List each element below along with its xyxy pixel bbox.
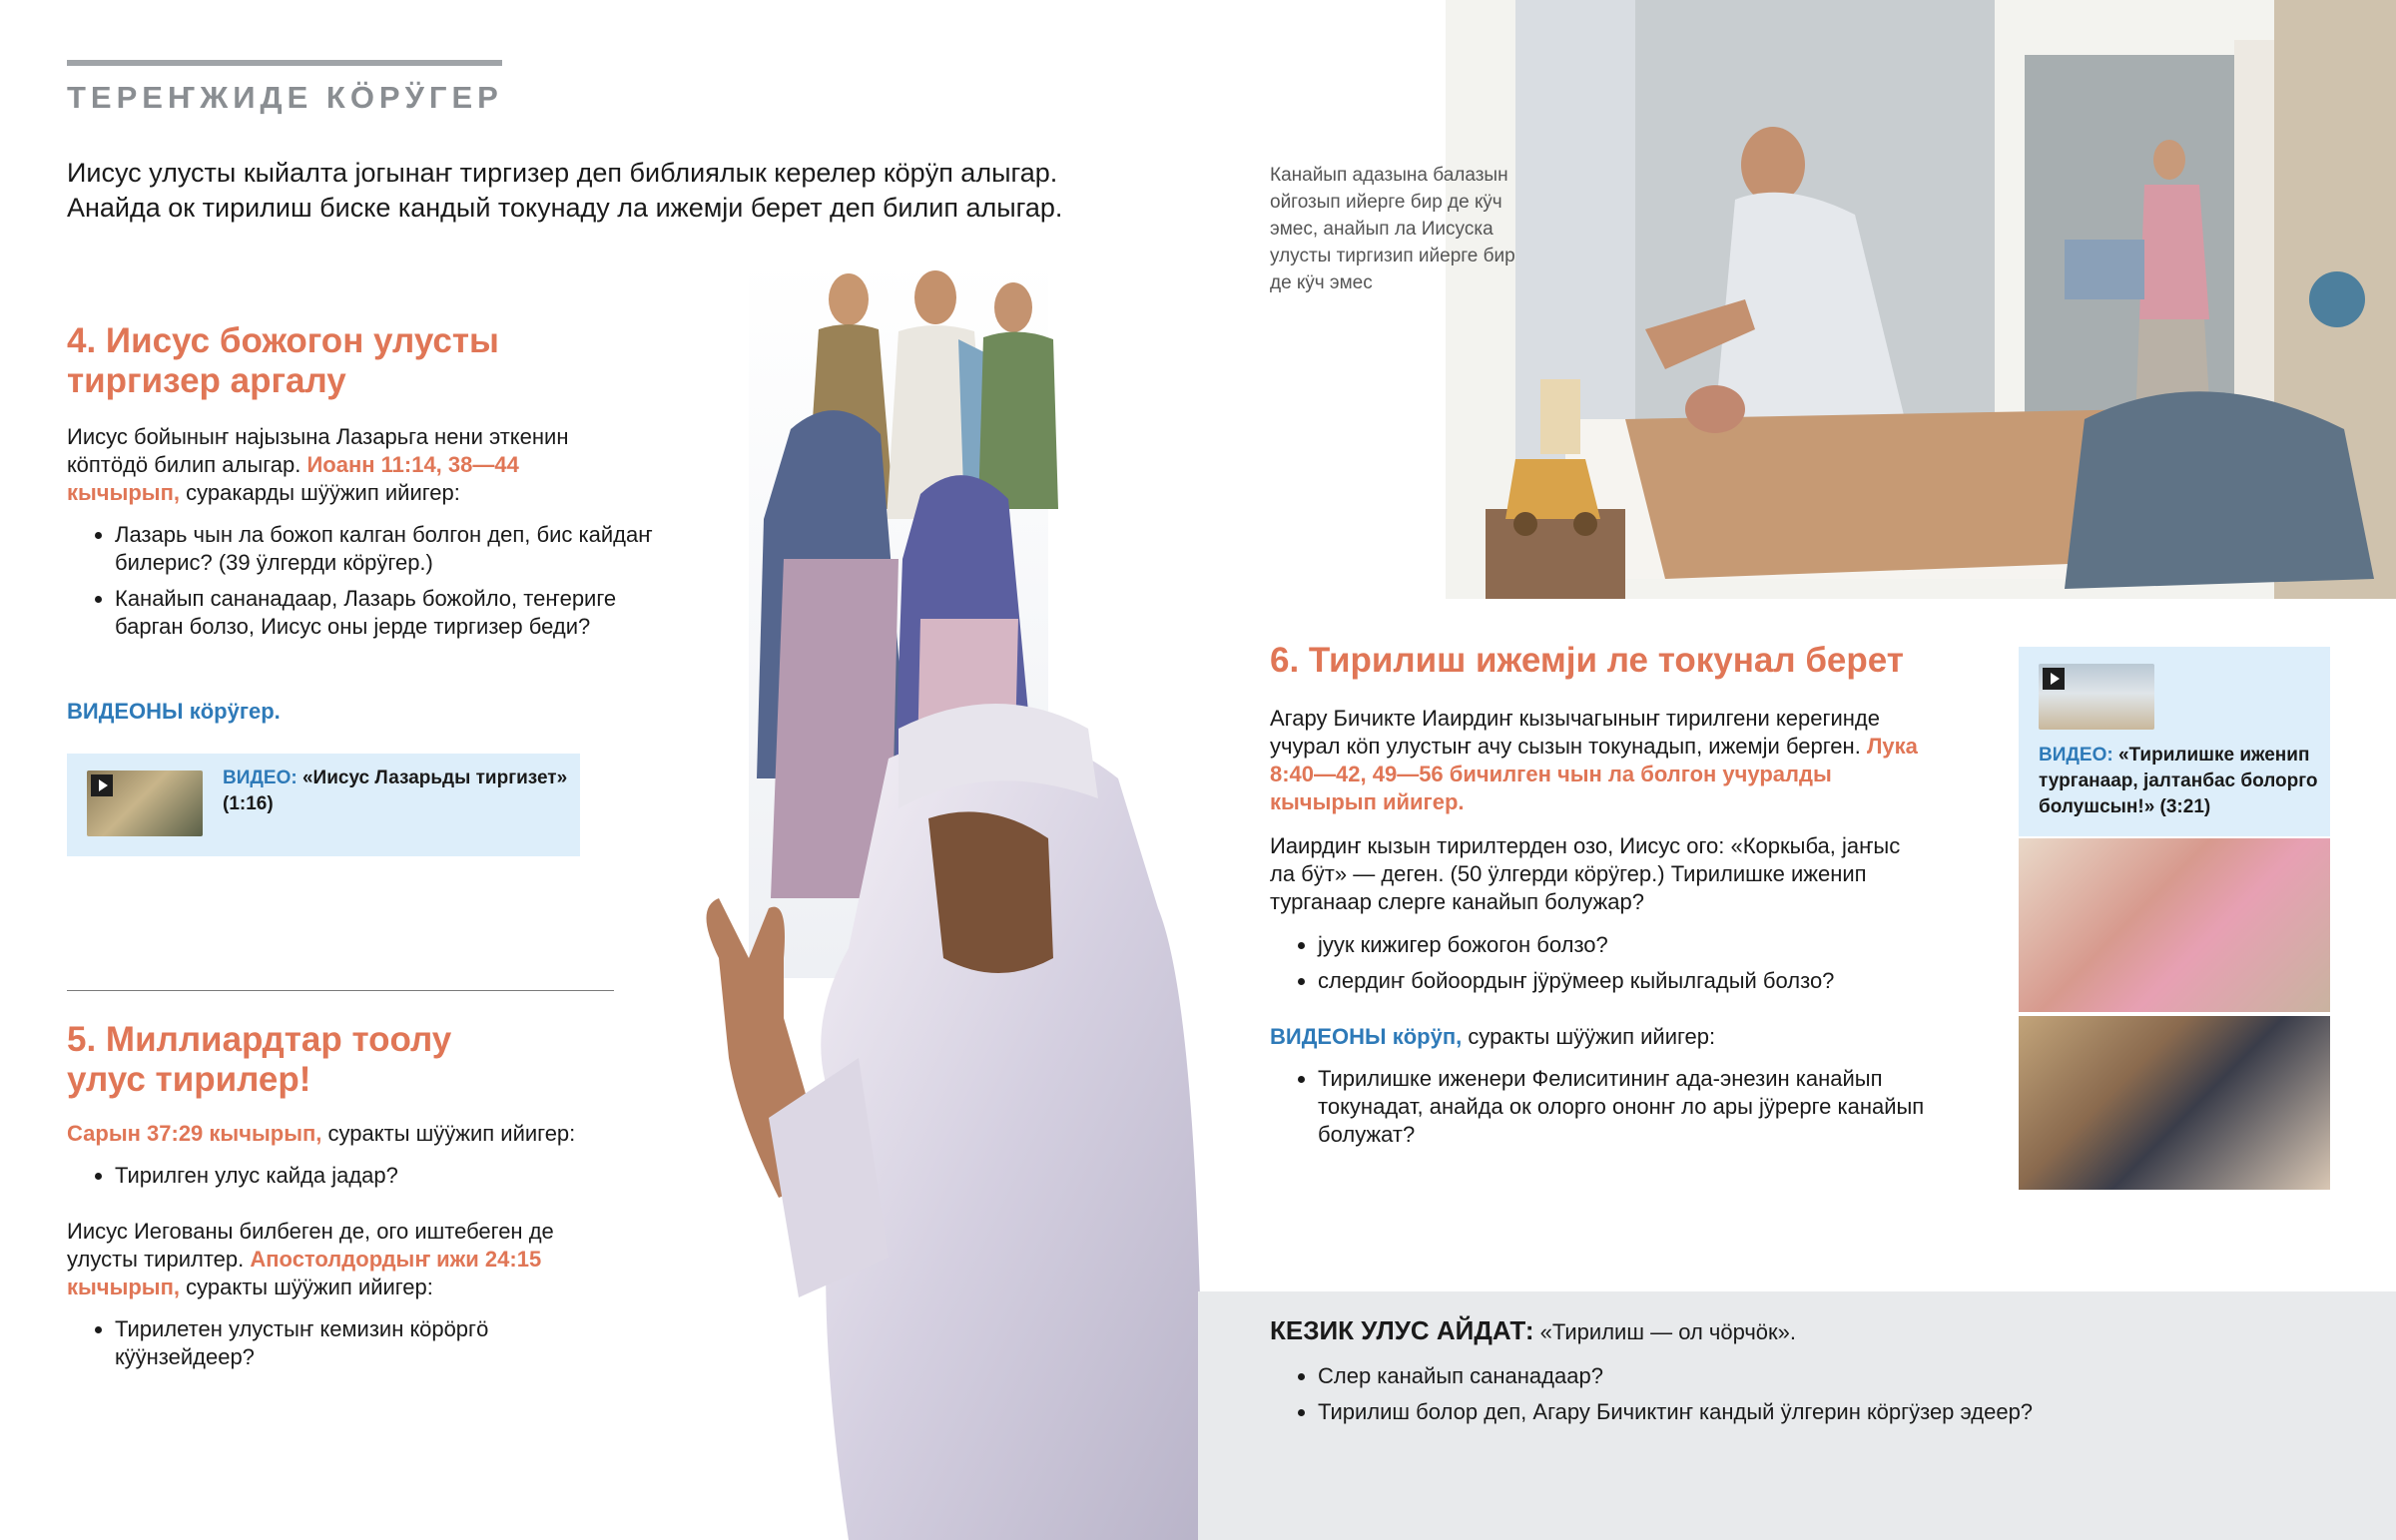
section-rule	[67, 60, 502, 66]
s5-question-list-2	[67, 1315, 594, 1379]
s4-paragraph	[67, 423, 606, 507]
s5-heading-line1: 5. Миллиардтар тоолу	[67, 1020, 452, 1059]
s6-video-prompt-end: суракты шӱӱжип ийигер:	[1468, 1024, 1716, 1049]
bottom-lead-line	[1270, 1315, 2328, 1347]
bottom-question-list	[1270, 1362, 2376, 1434]
s4-text-end: суракарды шӱӱжип ийигер:	[186, 480, 460, 505]
s6-question-3: • Тирилишке иженери Фелиситиниҥ ада-энезин канайып токунадат, анайда ок олорго ононҥ ло ары јӱрерге канайып болужат?	[1318, 1065, 1977, 1149]
s6-scripture-link[interactable]: Лука 8:40—42, 49—56 бичилген чын ла болгон учуралды кычырып ийигер.	[1270, 734, 1918, 814]
s6-video-thumbnail[interactable]	[2039, 664, 2154, 730]
s5-scripture-link-2[interactable]: Апостолдордыҥ ижи 24:15 кычырып,	[67, 1247, 542, 1299]
s6-question-list-1	[1270, 931, 1977, 1003]
bottom-lead: КЕЗИК УЛУС АЙДАТ:	[1270, 1315, 1534, 1345]
s6-question-list-2	[1270, 1065, 1977, 1157]
s5-text-2-end: суракты шӱӱжип ийигер:	[186, 1275, 433, 1299]
s5-text-2: Иисус Иегованы билбеген де, ого иштебеген де улусты тирилтер.	[67, 1219, 554, 1272]
s4-heading-line2: тиргизер аргалу	[67, 361, 346, 400]
s4-question-2: • Канайып сананадаар, Лазарь божойло, теҥериге барган болзо, Иисус оны јерде тиргизер беди?	[115, 585, 654, 641]
lazarus-illustration	[659, 259, 1203, 1540]
s4-scripture-link[interactable]: Иоанн 11:14, 38—44 кычырып,	[67, 452, 519, 505]
section-divider	[67, 990, 614, 991]
bottom-question-2: • Тирилиш болор деп, Агару Бичиктиҥ кандый ӱлгерин кӧргӱзер эдеер?	[1318, 1398, 2376, 1426]
bedroom-illustration	[1446, 0, 2396, 599]
s4-question-1: • Лазарь чын ла божоп калган болгон деп, бис кайдаҥ билерис? (39 ӱлгерди кӧрӱгер.)	[115, 521, 654, 577]
s6-video-prompt[interactable]: ВИДЕОНЫ кӧрӱп,	[1270, 1024, 1463, 1049]
s5-text-1-end: суракты шӱӱжип ийигер:	[327, 1121, 576, 1146]
s5-heading-line2: улус тирилер!	[67, 1060, 311, 1099]
s5-question-list-1	[67, 1162, 654, 1198]
s4-heading	[67, 321, 626, 401]
s6-video-label: ВИДЕО:	[2039, 745, 2113, 766]
s5-question-2: • Тирилетен улустыҥ кемизин кӧрӧргӧ кӱӱнзейдеер?	[115, 1315, 594, 1371]
intro-text: Иисус улусты кыйалта јогынаҥ тиргизер деп библиялык керелер кӧрӱп алыгар. Анайда ок тирилиш биске кандый токунаду ла ижемји берет деп билип алыгар.	[67, 158, 1063, 223]
s6-video-card[interactable]	[2019, 647, 2330, 836]
s6-video-title: «Тирилишке иженип турганаар, јалтанбас болорго болушсын!» (3:21)	[2039, 745, 2318, 817]
s4-text: Иисус бойыныҥ најызына Лазарьга нени эткенин кӧптӧдӧ билип алыгар.	[67, 424, 569, 477]
s4-video-label: ВИДЕО:	[223, 768, 298, 788]
illustration-caption: Канайып адазына балазын ойгозып ийерге бир де кӱч эмес, анайып ла Иисуска улусты тиргизип ийерге бир де кӱч эмес	[1270, 165, 1515, 293]
bible-study-photo	[2019, 1016, 2330, 1190]
s6-video-caption	[2039, 743, 2323, 820]
s5-heading	[67, 1020, 626, 1100]
s5-scripture-link-1[interactable]: Сарын 37:29 кычырып,	[67, 1121, 322, 1146]
hug-photo	[2019, 838, 2330, 1012]
bottom-question-1: • Слер канайып сананадаар?	[1318, 1362, 2376, 1390]
s6-video-instruction	[1270, 1023, 1929, 1051]
s6-paragraph-2: Иаирдиҥ кызын тирилтерден озо, Иисус ого: «Коркыба, јаҥыс ла бӱт» — деген. (50 ӱлгерди кӧрӱгер.) Тирилишке иженип турганаар слерге канайып болужар?	[1270, 833, 1901, 914]
bottom-quote: «Тирилиш — ол чӧрчӧк».	[1539, 1319, 1797, 1344]
s4-video-card[interactable]	[67, 754, 580, 856]
s6-question-2: • слердиҥ бойоордыҥ јӱрӱмеер кыйылгадый болзо?	[1318, 967, 1977, 995]
s4-video-thumbnail[interactable]	[87, 770, 203, 836]
section-title: ТЕРЕҤЖИДЕ КӦРӰГЕР	[67, 80, 503, 115]
s5-paragraph-1	[67, 1120, 626, 1148]
s4-video-title: «Иисус Лазарьды тиргизет» (1:16)	[223, 768, 568, 814]
s6-heading: 6. Тирилиш ижемји ле токунал берет	[1270, 641, 1904, 680]
play-icon[interactable]	[2043, 668, 2065, 690]
s4-question-list	[67, 521, 654, 649]
s5-question-1: • Тирилген улус кайда јадар?	[115, 1162, 654, 1190]
s6-question-1: • јуук кижигер божогон болзо?	[1318, 931, 1977, 959]
s4-video-prompt[interactable]: ВИДЕОНЫ кӧрӱгер.	[67, 699, 281, 724]
s6-text-1: Агару Бичикте Иаирдиҥ кызычагыныҥ тирилгени керегинде учурал кӧп улустыҥ ачу сызын токунадып, ижемји берген.	[1270, 706, 1881, 759]
s5-paragraph-2	[67, 1218, 586, 1301]
play-icon[interactable]	[91, 774, 113, 796]
s6-paragraph-1	[1270, 705, 1929, 816]
s4-video-caption	[223, 766, 572, 817]
s4-heading-line1: 4. Иисус божогон улусты	[67, 321, 499, 360]
